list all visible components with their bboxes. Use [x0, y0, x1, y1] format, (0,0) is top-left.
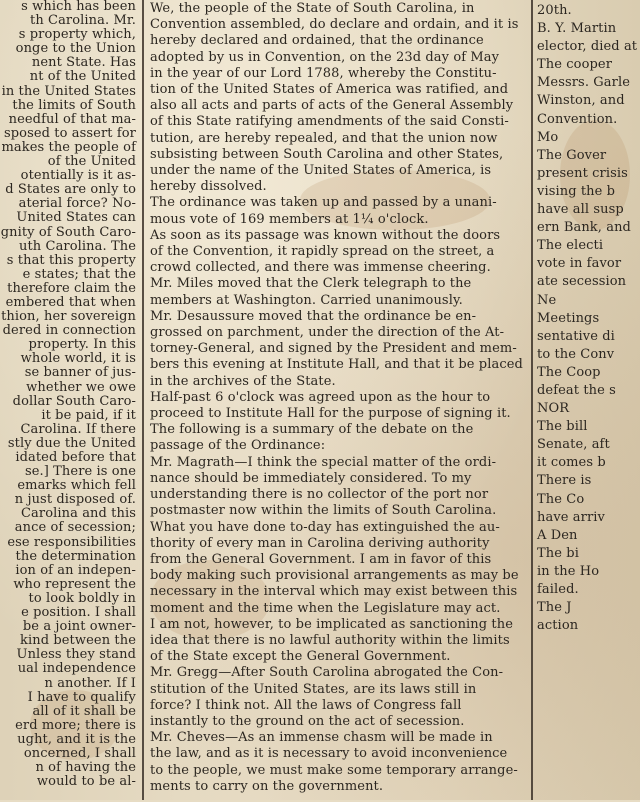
left-column-line: ught, and it is the: [17, 732, 136, 747]
right-column-line: present crisis: [537, 165, 628, 181]
right-column-line: The bill: [537, 419, 588, 435]
main-column-line: adopted by us in Convention, on the 23d day of May: [150, 49, 500, 65]
main-column-line: understanding there is no collector of the port nor: [150, 487, 489, 503]
main-column-line: hereby dissolved.: [150, 179, 267, 195]
left-column-line: Carolina and this: [20, 507, 136, 522]
left-column-line: be a joint owner-: [22, 620, 136, 635]
left-column-line: e position. I shall: [21, 606, 136, 621]
right-column-line: elector, died at: [537, 39, 638, 55]
right-column-line: B. Y. Martin: [537, 21, 617, 37]
main-column-line: Mr. Miles moved that the Clerk telegraph to the: [150, 276, 472, 292]
left-column-line: in the United States: [1, 84, 136, 99]
main-column-line: the law, and as it is necessary to avoid inconvenience: [150, 746, 508, 762]
left-column-line: n just disposed of.: [14, 493, 136, 508]
right-column-line: vising the b: [537, 183, 616, 199]
left-column: [0, 0, 138, 800]
left-column-line: who represent the: [13, 577, 136, 592]
main-column-line: grossed on parchment, under the direction of the At-: [150, 325, 505, 341]
main-column-line: ments to carry on the government.: [150, 778, 384, 794]
left-column-line: ion of an indepen-: [15, 563, 136, 578]
main-column-line: from the General Government. I am in favor of this: [150, 551, 492, 567]
main-column-line: hereby declared and ordained, that the ordinance: [150, 33, 484, 49]
main-column-line: crowd collected, and there was immense cheering.: [150, 260, 491, 276]
main-column-line: idea that there is no lawful authority within the limits: [150, 632, 510, 648]
main-column-line: proceed to Institute Hall for the purpose of signing it.: [150, 406, 511, 422]
left-column-line: to look boldly in: [28, 591, 136, 606]
left-column-line: makes the people of: [1, 140, 136, 155]
right-column-line: failed.: [537, 582, 579, 597]
main-column-line: to the people, we must make some temporary arrange-: [150, 762, 518, 778]
main-column-line: in the year of our Lord 1788, whereby the Constitu-: [150, 65, 497, 81]
left-column-line: onge to the Union: [15, 42, 136, 57]
left-column-line: whether we owe: [26, 380, 136, 395]
left-column-line: s that this property: [6, 253, 136, 268]
main-column-line: mous vote of 169 members at 1¼ o'clock.: [150, 211, 429, 227]
left-column-line: it be paid, if it: [41, 408, 136, 423]
left-column-line: thion, her sovereign: [1, 310, 136, 325]
left-column-line: emarks which fell: [17, 479, 136, 494]
left-column-line: ual independence: [17, 662, 136, 677]
left-column-line: kind between the: [19, 634, 136, 649]
left-column-line: the determination: [15, 549, 136, 564]
left-column-line: n another. If I: [44, 676, 136, 691]
main-column: [146, 0, 528, 801]
main-column-line: under the name of the United States of America, is: [150, 163, 492, 179]
left-column-line: Carolina. If there: [20, 422, 136, 437]
main-column-line: of the Convention, it rapidly spread on the street, a: [150, 244, 495, 260]
column-rule-left: [142, 0, 144, 800]
left-column-line: would to be al-: [36, 775, 136, 790]
main-column-line: passage of the Ordinance:: [150, 438, 326, 454]
main-column-line: instantly to the ground on the act of secession.: [150, 713, 465, 729]
main-column-line: subsisting between South Carolina and other States,: [150, 146, 504, 162]
right-column-line: The Co: [537, 491, 585, 507]
left-column-line: I have to qualify: [27, 690, 136, 705]
main-column-line: in the archives of the State.: [150, 373, 336, 389]
right-column-line: action: [537, 618, 579, 634]
main-column-line: tion of the United States of America was ratified, and: [150, 82, 509, 98]
left-column-line: dollar South Caro-: [12, 394, 136, 409]
left-column-line: embered that when: [5, 295, 136, 310]
right-column-line: The bi: [537, 545, 579, 561]
main-column-line: postmaster now within the limits of South Carolina.: [150, 503, 497, 519]
column-rule-right: [531, 0, 533, 800]
main-column-line: Mr. Magrath—I think the special matter of the ordi-: [150, 454, 497, 470]
left-column-line: d States are only to: [5, 183, 136, 198]
main-column-line: As soon as its passage was known without the doors: [150, 227, 501, 243]
main-column-line: The following is a summary of the debate on the: [150, 422, 474, 438]
right-column-line: The electi: [537, 238, 604, 254]
left-column-line: s property which,: [18, 28, 136, 43]
main-column-line: body making such provisional arrangements as may be: [150, 568, 519, 584]
main-column-line: Convention assembled, do declare and ordain, and it is: [150, 17, 519, 33]
main-column-line: What you have done to-day has extinguished the au-: [150, 519, 500, 535]
right-column-line: vote in favor: [537, 256, 622, 272]
main-column-line: nance should be immediately considered. To my: [150, 470, 472, 486]
left-column-line: ance of secession;: [14, 521, 136, 536]
left-column-line: e states; that the: [22, 267, 136, 282]
left-column-line: th Carolina. Mr.: [30, 14, 136, 29]
left-column-line: aterial force? No-: [18, 197, 136, 212]
left-column-line: gnity of South Caro-: [0, 225, 136, 240]
right-column-line: The Coop: [537, 364, 601, 380]
left-column-line: Unless they stand: [16, 648, 136, 663]
left-column-line: the limits of South: [12, 98, 136, 113]
right-column-line: Senate, aft: [537, 437, 610, 453]
right-column-line: ern Bank, and: [537, 220, 631, 236]
main-column-line: Half-past 6 o'clock was agreed upon as the hour to: [150, 389, 491, 405]
left-column-line: United States can: [16, 211, 136, 226]
right-column-line: The cooper: [537, 57, 613, 73]
main-column-line: moment and the time when the Legislature may act.: [150, 600, 501, 616]
main-column-line: Mr. Cheves—As an immense chasm will be made in: [150, 730, 493, 746]
main-column-line: stitution of the United States, are its laws still in: [150, 681, 477, 697]
right-column-line: have all susp: [537, 202, 624, 218]
left-column-line: otentially is it as-: [20, 169, 136, 184]
main-column-line: The ordinance was taken up and passed by a unani-: [150, 195, 497, 211]
main-column-line: of this State ratifying amendments of the said Consti-: [150, 114, 509, 130]
left-column-line: property. In this: [28, 338, 136, 353]
right-column-line: it comes b: [537, 455, 606, 471]
right-column-line: The Gover: [537, 147, 607, 163]
right-column-line: NOR: [537, 401, 570, 417]
left-column-line: all of it shall be: [32, 704, 136, 719]
left-column-line: stly due the United: [7, 436, 136, 451]
right-column-line: Ne: [537, 292, 557, 308]
main-column-line: Mr. Desaussure moved that the ordinance be en-: [150, 308, 477, 324]
left-column-line: nent State. Has: [31, 56, 136, 71]
left-column-line: uth Carolina. The: [19, 239, 136, 254]
right-column-line: Winston, and: [537, 93, 625, 109]
left-column-line: ese responsibilities: [7, 535, 136, 550]
main-column-line: tution, are hereby repealed, and that the union now: [150, 130, 498, 146]
main-column-line: force? I think not. All the laws of Congress fall: [150, 697, 462, 713]
left-column-line: se banner of jus-: [24, 366, 136, 381]
right-column-line: 20th.: [537, 3, 572, 18]
left-column-line: whole world, it is: [20, 352, 136, 367]
main-column-line: also all acts and parts of acts of the General Assembly: [150, 98, 514, 114]
right-column-line: A Den: [537, 527, 578, 543]
right-column-line: Meetings: [537, 310, 600, 326]
right-column-line: Mo: [537, 129, 559, 145]
right-column-line: There is: [537, 473, 592, 489]
main-column-line: bers this evening at Institute Hall, and that it be placed: [150, 357, 523, 373]
left-column-line: n of having the: [35, 761, 136, 776]
left-column-line: therefore claim the: [7, 281, 136, 296]
left-column-line: dered in connection: [2, 324, 136, 339]
right-column-line: defeat the s: [537, 382, 616, 398]
main-column-line: We, the people of the State of South Carolina, in: [150, 1, 475, 16]
left-column-line: s which has been: [21, 0, 136, 14]
right-column-line: in the Ho: [537, 563, 600, 579]
left-column-line: oncerned, I shall: [23, 746, 136, 761]
right-column-line: Messrs. Garle: [537, 75, 630, 91]
main-column-line: torney-General, and signed by the President and mem-: [150, 341, 517, 357]
left-column-line: se.] There is one: [24, 465, 136, 480]
main-column-line: members at Washington. Carried unanimously.: [150, 292, 463, 308]
main-column-line: necessary in the interval which may exist between this: [150, 584, 518, 600]
right-column-line: sentative di: [537, 328, 615, 344]
right-column: [534, 0, 640, 802]
right-column-line: to the Conv: [537, 346, 615, 362]
left-column-line: erd more; there is: [15, 718, 136, 733]
left-column-line: sposed to assert for: [3, 126, 136, 141]
left-column-line: nt of the United: [29, 70, 136, 85]
right-column-line: The J: [537, 600, 572, 616]
left-column-line: idated before that: [15, 451, 136, 465]
main-column-line: of the State except the General Government.: [150, 649, 451, 665]
right-column-line: Convention.: [537, 111, 618, 127]
main-column-line: thority of every man in Carolina deriving authority: [150, 535, 490, 551]
left-column-line: of the United: [47, 155, 136, 170]
right-column-line: have arriv: [537, 509, 605, 525]
left-column-line: needful of that ma-: [8, 112, 136, 127]
main-column-line: I am not, however, to be implicated as sanctioning the: [150, 616, 514, 632]
main-column-line: Mr. Gregg—After South Carolina abrogated the Con-: [150, 665, 504, 681]
right-column-line: ate secession: [537, 274, 627, 290]
